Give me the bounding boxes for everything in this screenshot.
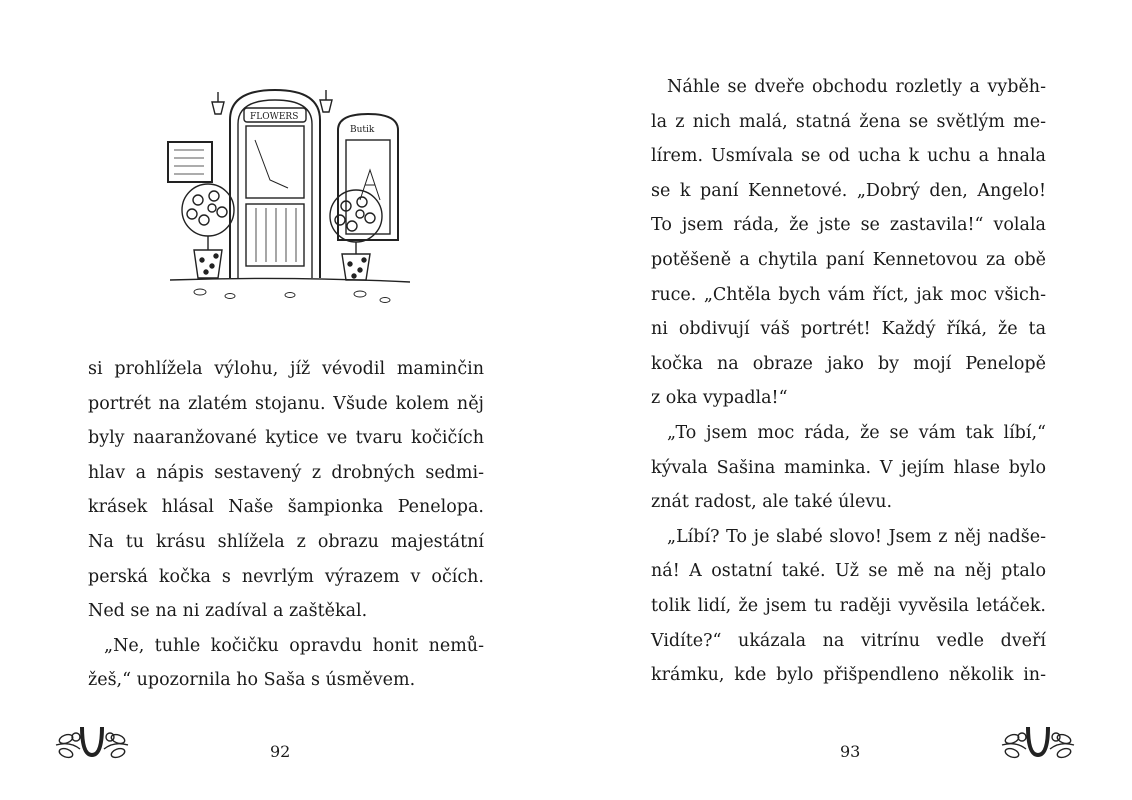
text-line: Náhle se dveře obchodu rozletly a vyběh- [667, 77, 1046, 97]
left-page-text [88, 352, 484, 698]
page-number: 92 [270, 742, 291, 761]
shop-front-illustration [160, 80, 420, 315]
text-line: „To jsem moc ráda, že se vám tak líbí,“ [667, 422, 1046, 443]
right-page [566, 0, 1132, 800]
text-line: krámku, kde bylo přišpendleno několik in- [651, 665, 1046, 686]
horseshoe-flower-ornament [52, 715, 132, 773]
text-line: ni obdivují váš portrét! Každý říká, že ta [651, 319, 1046, 340]
svg-text:FLOWERS: FLOWERS [250, 112, 299, 122]
text-line: To jsem ráda, že jste se zastavila!“ volala [651, 215, 1046, 236]
text-line: Vidíte?“ ukázala na vitrínu vedle dveří [651, 630, 1046, 651]
text-line: „Líbí? To je slabé slovo! Jsem z něj nadše- [667, 526, 1046, 547]
text-line: znát radost, ale také úlevu. [651, 492, 893, 513]
text-line: potěšeně a chytila paní Kennetovou za obě [651, 249, 1046, 270]
text-line: portrét na zlatém stojanu. Všude kolem něj [88, 393, 484, 414]
text-line: Na tu krásu shlížela z obrazu majestátní [88, 531, 484, 552]
text-line: se k paní Kennetové. „Dobrý den, Angelo! [651, 180, 1046, 201]
text-line: žeš,“ upozornila ho Saša s úsměvem. [88, 670, 416, 691]
text-line: perská kočka s nevrlým výrazem v očích. [88, 566, 484, 587]
horseshoe-flower-ornament [998, 715, 1078, 773]
text-line: si prohlížela výlohu, jíž vévodil maminčin [88, 359, 484, 379]
text-line: krásek hlásal Naše šampionka Penelopa. [88, 497, 484, 518]
text-line: z oka vypadla!“ [651, 388, 788, 409]
text-line: tolik lidí, že jsem tu raději vyvěsila letáček. [651, 595, 1046, 616]
text-line: byly naaranžované kytice ve tvaru kočičích [88, 428, 484, 449]
text-line: lírem. Usmívala se od ucha k uchu a hnala [651, 146, 1046, 167]
text-line: hlav a nápis sestavený z drobných sedmi- [88, 462, 484, 483]
page-number: 93 [840, 742, 861, 761]
text-line: la z nich malá, statná žena se světlým me- [651, 111, 1046, 132]
text-line: kočka na obraze jako by mojí Penelopě [651, 353, 1046, 374]
text-line: „Ne, tuhle kočičku opravdu honit nemů- [104, 635, 484, 656]
text-line: ná! A ostatní také. Už se mě na něj ptalo [651, 561, 1046, 582]
right-page-text [651, 70, 1046, 693]
text-line: Ned se na ni zadíval a zaštěkal. [88, 601, 368, 622]
text-line: ruce. „Chtěla bych vám říct, jak moc všich- [651, 284, 1046, 305]
text-line: kývala Sašina maminka. V jejím hlase bylo [651, 457, 1046, 478]
svg-text:Butik: Butik [350, 125, 375, 135]
